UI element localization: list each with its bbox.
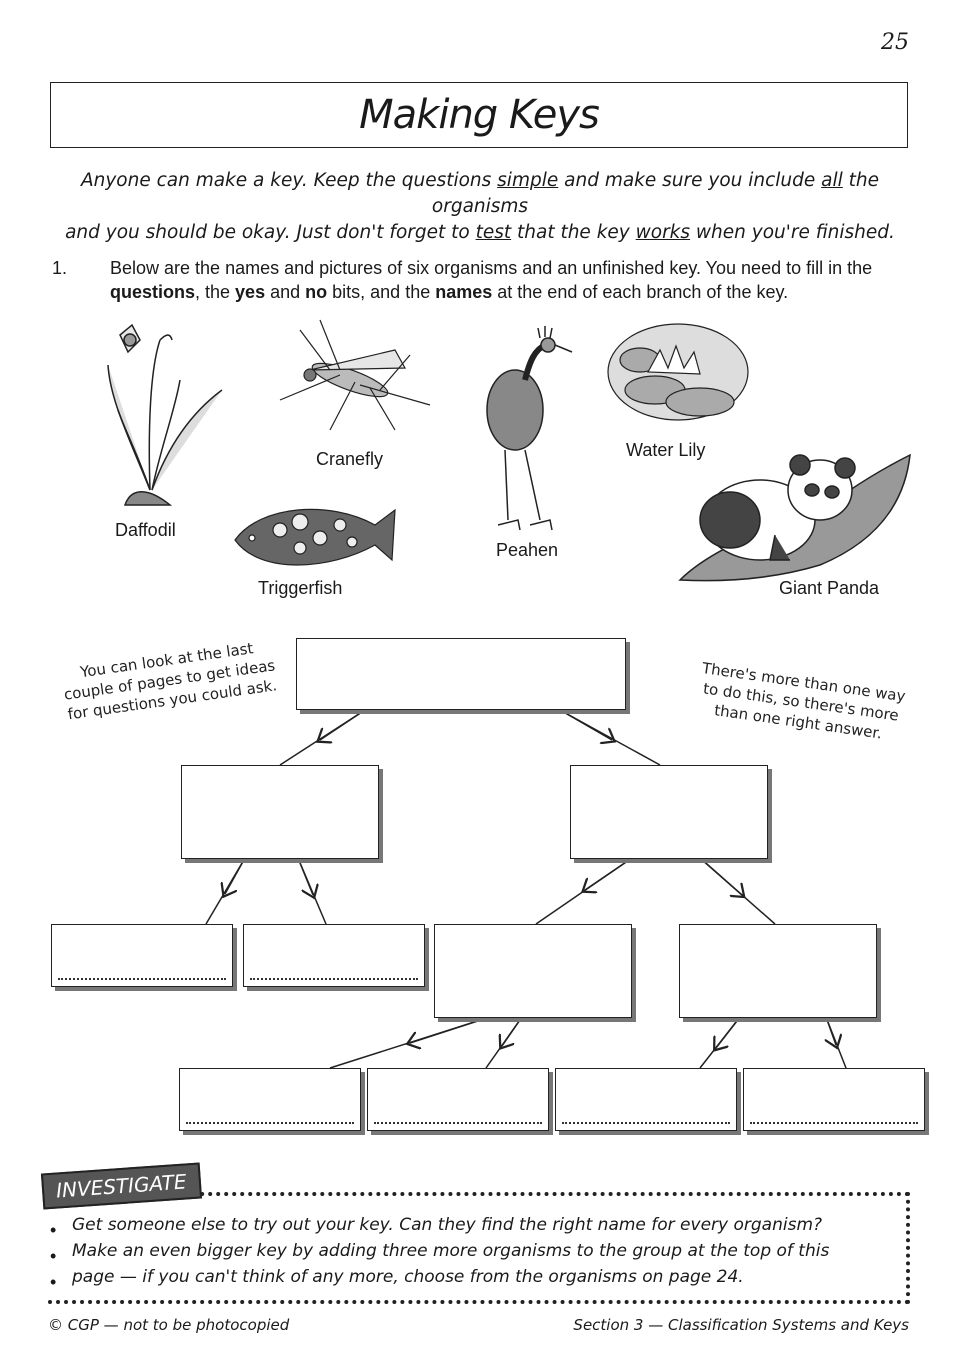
key-answer-box[interactable]: [243, 924, 425, 987]
bullet-icon: •: [50, 1246, 57, 1266]
key-answer-box[interactable]: [51, 924, 233, 987]
key-question-box-2[interactable]: [181, 765, 379, 859]
arrow-head: [716, 1017, 740, 1048]
bold-word: names: [435, 282, 493, 302]
question-text-part: bits, and the: [327, 282, 436, 302]
bullet-icon: •: [50, 1220, 57, 1240]
key-question-box-3[interactable]: [570, 765, 768, 859]
underlined-word: test: [475, 222, 512, 243]
label-giant-panda: Giant Panda: [779, 578, 880, 598]
key-question-box-4[interactable]: [434, 924, 632, 1018]
investigate-text: [72, 1212, 892, 1290]
investigate-line-3: page — if you can't think of any more, choose from the organisms on page 24.: [72, 1267, 744, 1287]
answer-dotted-line: [186, 1122, 354, 1124]
page-number: 25: [881, 30, 909, 55]
answer-dotted-line: [750, 1122, 918, 1124]
underlined-word: simple: [497, 170, 559, 191]
key-answer-box[interactable]: [555, 1068, 737, 1131]
answer-dotted-line: [374, 1122, 542, 1124]
label-water-lily: Water Lily: [626, 440, 706, 460]
arrow-head: [502, 1017, 522, 1046]
question-text-part: and: [265, 282, 306, 302]
arrow-head: [410, 1017, 490, 1043]
key-answer-box[interactable]: [743, 1068, 925, 1131]
question-text-part: at the end of each branch of the key.: [492, 282, 789, 302]
label-daffodil: Daffodil: [115, 520, 176, 540]
arrow-head: [298, 858, 313, 895]
question-text-part: Below are the names and pictures of six organisms and an unfinished key. You need to fill in the: [110, 258, 873, 278]
bold-word: yes: [235, 282, 266, 302]
intro-text-part: the organisms: [431, 170, 880, 217]
answer-dotted-line: [562, 1122, 730, 1124]
key-question-box-1[interactable]: [296, 638, 626, 710]
footer-section: Section 3 — Classification Systems and Keys: [573, 1316, 909, 1334]
intro-text-part: and you should be okay. Just don't forget to: [65, 222, 476, 243]
investigate-tag: INVESTIGATE: [41, 1163, 202, 1210]
bold-word: no: [305, 282, 328, 302]
arrow-head: [560, 710, 612, 740]
bold-word: questions: [110, 282, 196, 302]
key-question-box-5[interactable]: [679, 924, 877, 1018]
arrow-head: [225, 858, 245, 894]
label-triggerfish: Triggerfish: [258, 578, 343, 598]
underlined-word: all: [821, 170, 843, 191]
intro-text-part: that the key: [511, 222, 636, 243]
intro-text-part: when you're finished.: [690, 222, 895, 243]
question-text-part: , the: [195, 282, 236, 302]
key-answer-box[interactable]: [179, 1068, 361, 1131]
bullet-icon: •: [50, 1272, 57, 1292]
intro-text-part: Anyone can make a key. Keep the questions: [80, 170, 498, 191]
investigate-line-1: Get someone else to try out your key. Can they find the right name for every organism?: [72, 1215, 823, 1235]
page-title: Making Keys: [359, 92, 599, 138]
label-peahen: Peahen: [496, 540, 559, 560]
underlined-word: works: [635, 222, 691, 243]
investigate-line-2: Make an even bigger key by adding three more organisms to the group at the top of this: [72, 1241, 830, 1261]
answer-dotted-line: [58, 978, 226, 980]
note-right: There's more than one way to do this, so there's more than one right answer.: [700, 659, 907, 743]
intro-text-part: and make sure you include: [558, 170, 822, 191]
question-number: 1.: [52, 258, 68, 278]
arrow-head: [585, 858, 632, 890]
footer-copyright: © CGP — not to be photocopied: [48, 1316, 290, 1334]
key-answer-box[interactable]: [367, 1068, 549, 1131]
arrow-head: [826, 1017, 836, 1045]
arrow-head: [700, 858, 742, 895]
arrow-head: [320, 710, 365, 740]
label-cranefly: Cranefly: [316, 449, 384, 469]
note-left: You can look at the last couple of pages to get ideas for questions you could ask.: [62, 639, 278, 724]
answer-dotted-line: [250, 978, 418, 980]
